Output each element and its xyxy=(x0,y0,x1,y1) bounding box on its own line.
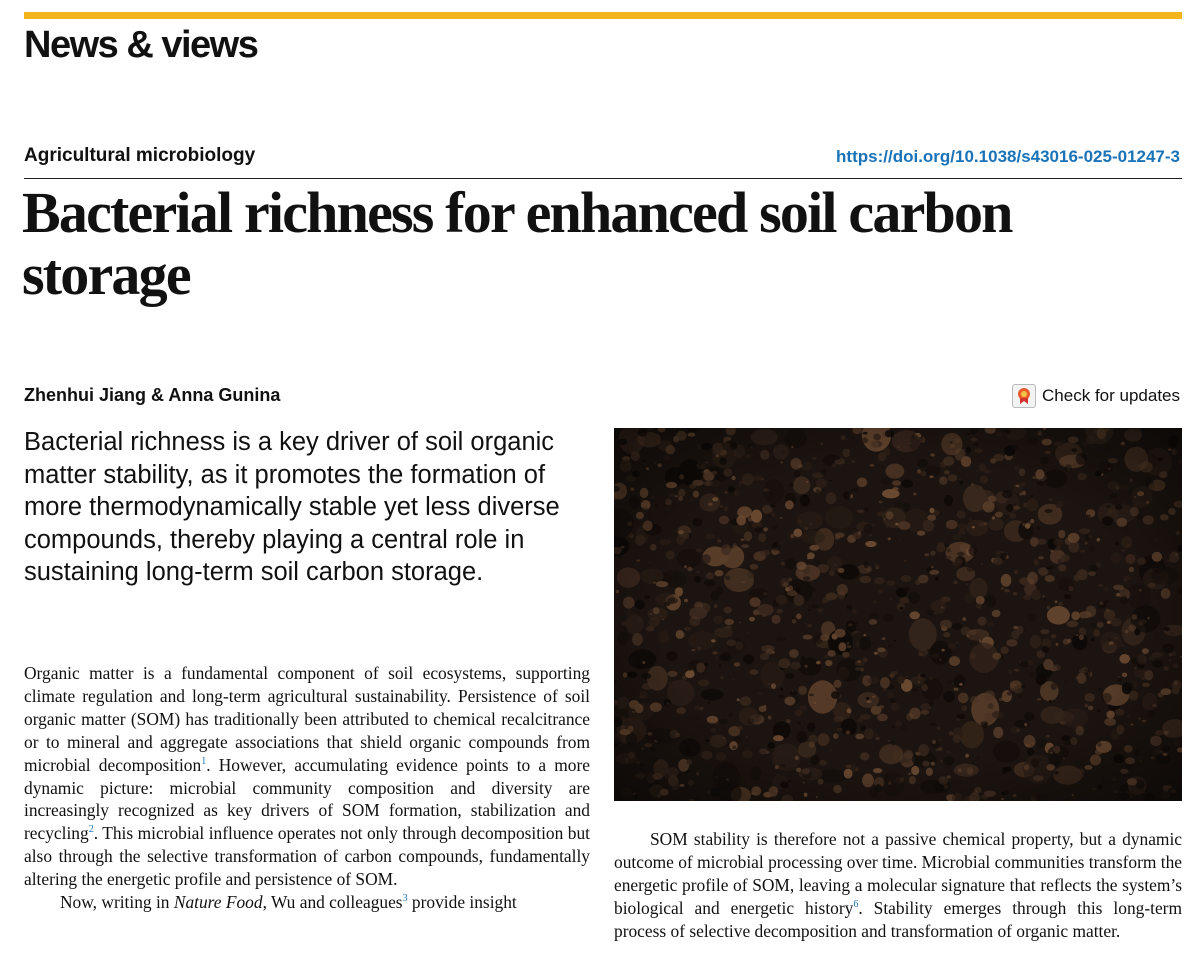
divider xyxy=(24,178,1182,179)
doi-link[interactable]: https://doi.org/10.1038/s43016-025-01247-3 xyxy=(836,147,1180,166)
standfirst: Bacterial richness is a key driver of soil organic matter stability, as it promotes the formation of more thermodynamically stable yet less diverse compounds, thereby playing a central role in sustaining long-term soil carbon storage. xyxy=(24,428,560,586)
body-paragraph: Now, writing in Nature Food, Wu and colleagues$^3$ provide insight xyxy=(60,892,517,913)
soil-photo xyxy=(614,428,1182,801)
check-updates-label: Check for updates xyxy=(1042,386,1180,405)
body-column-left xyxy=(24,662,590,914)
reference-link[interactable]: 1 xyxy=(201,755,207,767)
body-paragraph: SOM stability is therefore not a passive chemical property, but a dynamic outcome of microbial processing over time. Microbial communities transform the energetic profile of SOM, leaving a molecular signature that reflects the system’s biological and energetic history$^6$. Stability emerges through this long-term process of selective decomposition and transformation of organic matter. xyxy=(614,829,1182,941)
article-subject: Agricultural microbiology xyxy=(24,145,256,166)
check-for-updates-button[interactable] xyxy=(1012,384,1180,408)
reference-link[interactable]: 6 xyxy=(853,898,859,910)
reference-link[interactable]: 3 xyxy=(402,893,408,905)
article-title: Bacterial richness for enhanced soil carbon storage xyxy=(22,180,1012,307)
body-column-right xyxy=(614,828,1182,943)
body-paragraph: Organic matter is a fundamental component of soil ecosystems, supporting climate regulation and long-term agricultural sustainability. Persistence of soil organic matter (SOM) has traditionally been attributed to chemical recalcitrance or to mineral and aggregate associations that shield organic compounds from microbial decomposition$^1$. However, accumulating evidence points to a more dynamic picture: microbial community composition and diversity are increasingly recognized as key drivers of SOM formation, stabilization and recycling$^2$. This microbial influence operates not only through decomposition but also through the selective transformation of carbon compounds, fundamentally altering the energetic profile and persistence of SOM. xyxy=(24,663,590,890)
reference-link[interactable]: 2 xyxy=(88,824,94,836)
check-updates-icon xyxy=(1012,384,1036,408)
accent-bar xyxy=(24,12,1182,19)
section-label: News & views xyxy=(24,24,258,66)
journal-name: Nature Food xyxy=(173,892,263,913)
article-authors: Zhenhui Jiang & Anna Gunina xyxy=(24,385,281,405)
